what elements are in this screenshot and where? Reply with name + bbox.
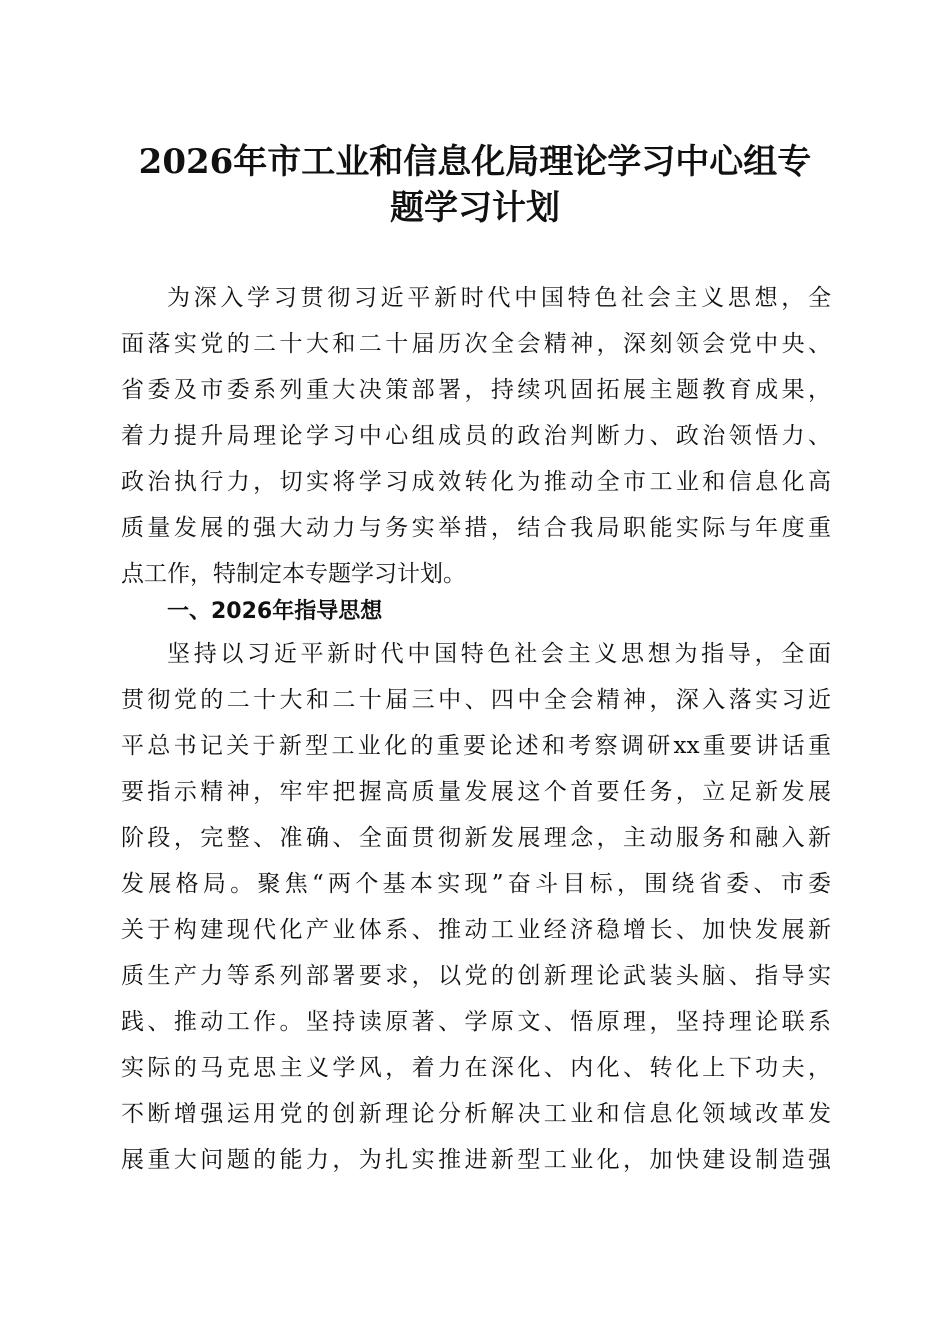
paragraph-2-line-5: 阶段，完整、准确、全面贯彻新发展理念，主动服务和融入新 [121,825,831,851]
paragraph-2-line-11: 不断增强运用党的创新理论分析解决工业和信息化领域改革发 [121,1101,831,1127]
paragraph-2-line-12: 展重大问题的能力，为扎实推进新型工业化，加快建设制造强 [121,1147,831,1173]
paragraph-2-line-7: 关于构建现代化产业体系、推动工业经济稳增长、加快发展新 [121,917,831,943]
document-title-line-2: 题学习计划 [390,188,560,228]
paragraph-1-line-2: 面落实党的二十大和二十届历次全会精神，深刻领会党中央、 [121,331,831,357]
paragraph-2-line-4: 要指示精神，牢牢把握高质量发展这个首要任务，立足新发展 [121,779,831,805]
paragraph-1-line-3: 省委及市委系列重大决策部署，持续巩固拓展主题教育成果， [121,377,831,403]
section-1-heading: 一、2026年指导思想 [167,599,383,624]
paragraph-1-line-7: 点工作，特制定本专题学习计划。 [121,561,466,587]
paragraph-2-line-1: 坚持以习近平新时代中国特色社会主义思想为指导，全面 [167,641,831,667]
document-title-line-1: 2026年市工业和信息化局理论学习中心组专 [138,142,812,182]
paragraph-2-line-3: 平总书记关于新型工业化的重要论述和考察调研xx重要讲话重 [121,733,831,759]
paragraph-2-line-2: 贯彻党的二十大和二十届三中、四中全会精神，深入落实习近 [121,687,831,713]
paragraph-2-line-9: 践、推动工作。坚持读原著、学原文、悟原理，坚持理论联系 [121,1009,831,1035]
paragraph-1-line-4: 着力提升局理论学习中心组成员的政治判断力、政治领悟力、 [121,423,831,449]
paragraph-2-line-8: 质生产力等系列部署要求，以党的创新理论武装头脑、指导实 [121,963,831,989]
paragraph-2-line-6: 发展格局。聚焦“两个基本实现”奋斗目标，围绕省委、市委 [121,871,831,897]
paragraph-1-line-6: 质量发展的强大动力与务实举措，结合我局职能实际与年度重 [121,515,831,541]
paragraph-1-line-1: 为深入学习贯彻习近平新时代中国特色社会主义思想，全 [167,285,831,311]
paragraph-2-line-10: 实际的马克思主义学风，着力在深化、内化、转化上下功夫， [121,1055,831,1081]
paragraph-1-line-5: 政治执行力，切实将学习成效转化为推动全市工业和信息化高 [121,469,831,495]
